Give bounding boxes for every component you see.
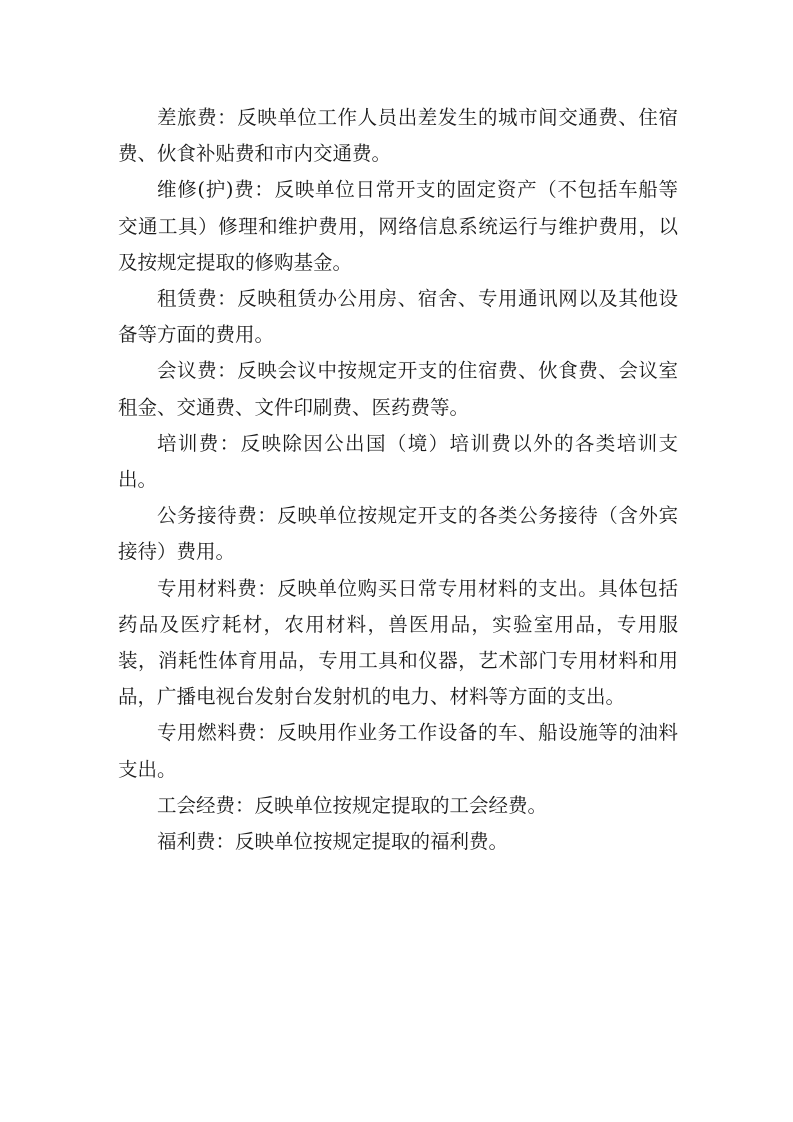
paragraph-reception-expenses: 公务接待费：反映单位按规定开支的各类公务接待（含外宾接待）费用。: [118, 504, 678, 564]
paragraph-welfare-expenses: 福利费：反映单位按规定提取的福利费。: [157, 830, 509, 854]
paragraph-maintenance-expenses: 维修(护)费：反映单位日常开支的固定资产（不包括车船等交通工具）修理和维护费用，网络信息系统运行与维护费用，以及按规定提取的修购基金。: [118, 178, 678, 274]
paragraph-meeting-expenses: 会议费：反映会议中按规定开支的住宿费、伙食费、会议室租金、交通费、文件印刷费、医药费等。: [118, 359, 678, 419]
paragraph-rental-expenses: 租赁费：反映租赁办公用房、宿舍、专用通讯网以及其他设备等方面的费用。: [118, 287, 678, 347]
paragraph-special-fuel: 专用燃料费：反映用作业务工作设备的车、船设施等的油料支出。: [118, 721, 678, 781]
paragraph-union-funds: 工会经费：反映单位按规定提取的工会经费。: [157, 793, 548, 817]
document-body: [118, 100, 678, 860]
paragraph-special-materials: 专用材料费：反映单位购买日常专用材料的支出。具体包括药品及医疗耗材，农用材料，兽医用品，实验室用品，专用服装，消耗性体育用品，专用工具和仪器，艺术部门专用材料和用品，广播电视台发射台发射机的电力、材料等方面的支出。: [118, 576, 678, 709]
paragraph-training-expenses: 培训费：反映除因公出国（境）培训费以外的各类培训支出。: [118, 431, 678, 492]
paragraph-travel-expenses: 差旅费：反映单位工作人员出差发生的城市间交通费、住宿费、伙食补贴费和市内交通费。: [118, 106, 678, 166]
